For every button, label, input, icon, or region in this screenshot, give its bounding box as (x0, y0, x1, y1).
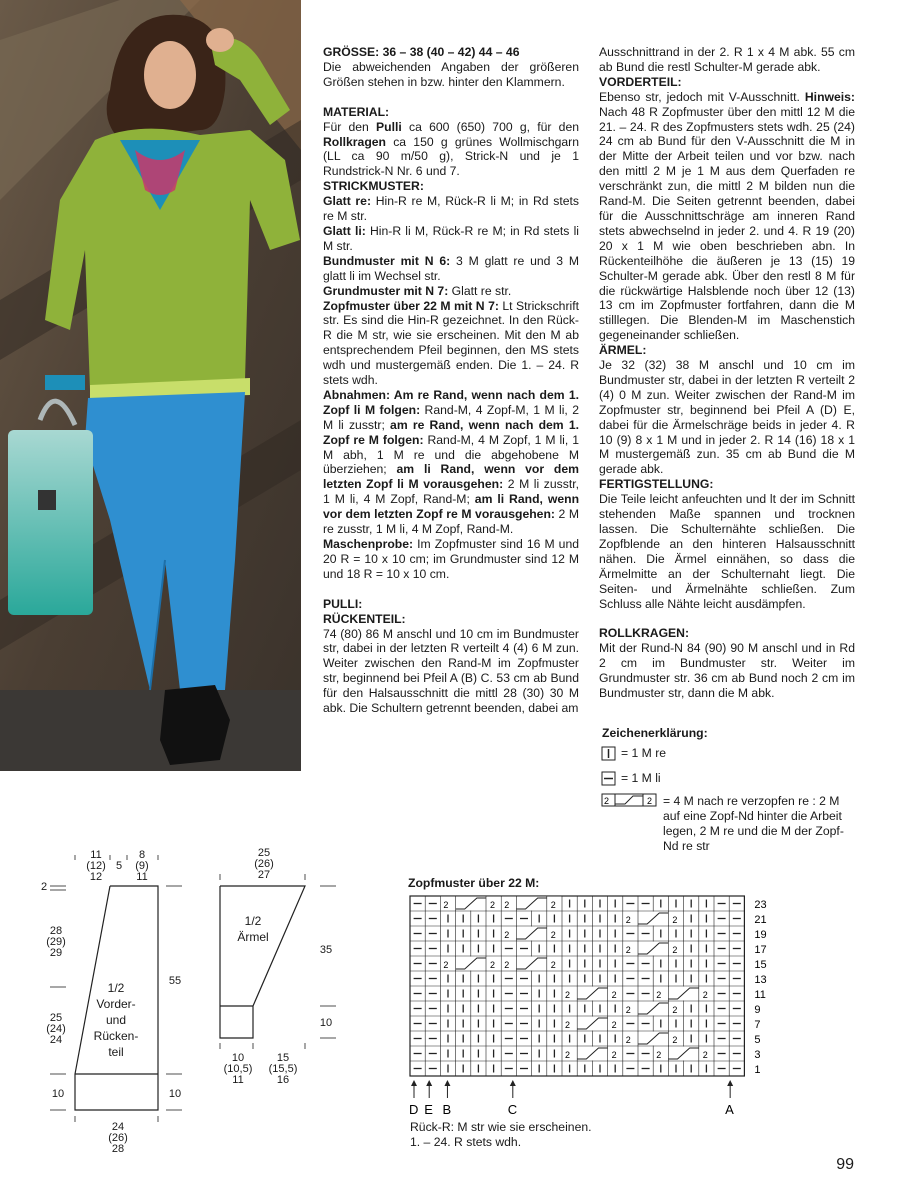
row-number: 13 (754, 974, 767, 986)
row-number: 9 (754, 1004, 761, 1016)
sleeve-bottom-b: 15 (15,5) 16 (268, 1052, 298, 1086)
cable-num: 2 (490, 960, 496, 970)
front-text: Ebenso str, jedoch mit V-Ausschnitt. Hinweis: Nach 48 R Zopfmuster über den mittl 12 M die 21. – 24. R des Zopfmusters stets wdh. 25 (24) 24 cm ab Bund für den V-Ausschnitt die M in der Mitte der Arbeit teilen und vor bzw. nach den mittl 2 M je 1 M aus dem Querfaden re verschränkt zun, die mittl 2 M bilden nun die Rand-M. Die Seiten getrennt beenden, dabei für die Ausschnittschräge am inneren Rand stets abwechselnd in jeder 2. und 4. R 19 (20) 20 x 1 M wie oben beschrieben abn. In Rückenteilhöhe die äußeren je 13 (15) 19 Schulter-M gerade abk. Über den restl 8 M für die rückwärtige Halsblende noch über 12 (13) 13 cm im Zopfmuster fortfahren, dann die M stilllegen. Die Blenden-M im Maschenstich gegeneinander schließen. (599, 89, 855, 343)
body-left-2: 28 (29) 29 (46, 925, 66, 959)
row-number: 1 (754, 1064, 761, 1076)
decrease-text: Abnahmen: Am re Rand, wenn nach dem 1. Zopf li M folgen: Rand-M, 4 Zopf-M, 1 M li, 2 M li zusstr; am re Rand, wenn nach dem 1. Zopf re M folgen: Rand-M, 4 M Zopf, 1 M li, 1 M abh, 1 M re und die abgehobene M überziehen; am li Rand, wenn vor dem letzten Zopf li M vorausgehen: 2 M li zusstr, 1 M li, 4 M Zopf, Rand-M; am li Rand, wenn vor dem letzten Zopf re M vorausgehen: 2 M re zusstr, 1 M li, 4 M Zopf, Rand-M. (323, 387, 580, 537)
pulli-heading: PULLI: (323, 596, 363, 611)
chart-note: Rück-R: M str wie sie erscheinen. 1. – 24. R stets wdh. (410, 1120, 592, 1149)
grund-text: Grundmuster mit N 7: Glatt re str. (323, 283, 512, 298)
cable-num: 2 (672, 1005, 678, 1015)
cable-num: 2 (656, 990, 662, 1000)
size-text: Die abweichenden Angaben der größeren Größen stehen in bzw. hinter den Klammern. (323, 59, 579, 89)
arrow-label: A (725, 1102, 734, 1117)
legend-glyph-2a: 2 (604, 796, 610, 806)
glatt-li-text: Glatt li: Hin-R li M, Rück-R re M; in Rd stets li M str. (323, 223, 579, 253)
arrow-label: E (424, 1102, 433, 1117)
body-right-2: 10 (168, 1088, 182, 1100)
back-text: 74 (80) 86 M anschl und 10 cm im Bundmuster str, dabei in der letzten R verteilt 4 (4) 6 M zun. Weiter zwischen den Rand-M im Zopfmuster str, beginnend bei Pfeil A (B) C. 53 cm ab Bund für den Halsausschnitt die mittl 28 (30) 30 M abk. Die Schultern getrennt beenden, dabei am (323, 626, 579, 716)
knit-pattern-heading: STRICKMUSTER: (323, 179, 424, 194)
cable-chart (400, 890, 780, 1120)
page-number: 99 (836, 1156, 854, 1173)
row-number: 23 (754, 899, 767, 911)
body-top-c: 8 (9) 11 (135, 849, 149, 883)
cable-num: 2 (625, 1005, 631, 1015)
collar-text: Mit der Rund-N 84 (90) 90 M anschl und in Rd 2 cm im Bundmuster str. Weiter im Grundmuster str. 36 cm ab Bund noch 2 cm im Bundmuster str, dann die M abk. (599, 641, 855, 701)
cable-num: 2 (550, 960, 556, 970)
front-heading: VORDERTEIL: (599, 74, 682, 89)
back-heading: RÜCKENTEIL: (323, 611, 406, 626)
arrow-label: B (442, 1102, 452, 1117)
cable-num: 2 (611, 990, 617, 1000)
body-top-b: 5 (115, 860, 123, 872)
legend-item-purl: = 1 M li (621, 771, 661, 785)
sleeve-right-1: 35 (319, 944, 333, 956)
cable-num: 2 (565, 1020, 571, 1030)
glatt-re-text: Glatt re: Hin-R re M, Rück-R li M; in Rd stets re M str. (323, 194, 579, 224)
row-number: 17 (754, 944, 767, 956)
cable-num: 2 (702, 990, 708, 1000)
gauge-text: Maschenprobe: Im Zopfmuster sind 16 M und 20 R = 10 x 10 cm; im Grundmuster sind 12 M und 18 R = 10 x 10 cm. (323, 537, 579, 581)
cable-num: 2 (565, 1050, 571, 1060)
row-number: 3 (754, 1049, 761, 1061)
cable-num: 2 (443, 900, 449, 910)
cable-num: 2 (611, 1050, 617, 1060)
arrow-head (727, 1080, 733, 1086)
finishing-heading: FERTIGSTELLUNG: (599, 477, 714, 492)
finishing-text: Die Teile leicht anfeuchten und lt der im Schnitt stehenden Maße spannen und trocknen lassen. Die Schulternähte schließen. Die Zopfblende an den hinteren Halsausschnitt nähen. Die Ärmel einnähen, so dass die Ärmelmitte an der Schulternaht liegt. Die Seiten- und Ärmelnähte schließen. Zum Schluss alle Nähte leicht ausdämpfen. (599, 492, 855, 611)
cable-num: 2 (550, 900, 556, 910)
cable-num: 2 (490, 900, 496, 910)
row-number: 11 (754, 989, 766, 1001)
legend-item-cable: = 4 M nach re verzopfen re : 2 M auf eine Zopf-Nd hinter die Arbeit legen, 2 M re und die M der Zopf- Nd re str (663, 794, 844, 853)
body-left-4: 10 (51, 1088, 65, 1100)
cable-num: 2 (443, 960, 449, 970)
material-text: Für den Pulli ca 600 (650) 700 g, für den Rollkragen ca 150 g grünes Wollmischgarn (LL ca 90 m/50 g), Strick-N und je 1 Rundstrick-N Nr. 6 und 7. (323, 119, 579, 179)
legend-title: Zeichenerklärung: (602, 726, 708, 740)
cable-num: 2 (625, 945, 631, 955)
sleeve-label: 1/2 Ärmel (237, 914, 269, 944)
sleeve-top: 25 (26) 27 (254, 847, 274, 881)
arrow-head (510, 1080, 516, 1086)
arrow-head (411, 1080, 417, 1086)
instructions-column-1 (323, 45, 579, 716)
model-photo (0, 0, 301, 771)
instructions-column-2 (599, 45, 855, 701)
chart-title: Zopfmuster über 22 M: (408, 876, 540, 890)
body-left-3: 25 (24) 24 (46, 1012, 66, 1046)
sleeve-heading: ÄRMEL: (599, 343, 647, 358)
cable-num: 2 (625, 1035, 631, 1045)
cable-num: 2 (611, 1020, 617, 1030)
bund-text: Bundmuster mit N 6: 3 M glatt re und 3 M glatt li im Wechsel str. (323, 253, 579, 283)
cable-num: 2 (504, 930, 510, 940)
cable-num: 2 (625, 915, 631, 925)
cable-num: 2 (672, 915, 678, 925)
body-left-1: 2 (40, 881, 48, 893)
body-top-a: 11 (12) 12 (86, 849, 106, 883)
cable-num: 2 (504, 960, 510, 970)
body-bottom: 24 (26) 28 (108, 1121, 128, 1155)
back-cont-text: Ausschnittrand in der 2. R 1 x 4 M abk. 55 cm ab Bund die restl Schulter-M gerade abk. (599, 45, 855, 74)
body-label: 1/2 Vorder- und Rücken- teil (93, 981, 139, 1059)
collar-heading: ROLLKRAGEN: (599, 626, 690, 641)
row-number: 5 (754, 1034, 761, 1046)
cable-num: 2 (504, 900, 510, 910)
cable-num: 2 (565, 990, 571, 1000)
body-right-1: 55 (168, 975, 182, 987)
row-number: 21 (754, 914, 767, 926)
cable-num: 2 (656, 1050, 662, 1060)
row-number: 19 (754, 929, 767, 941)
cable-num: 2 (702, 1050, 708, 1060)
arrow-head (444, 1080, 450, 1086)
cable-num: 2 (672, 945, 678, 955)
material-heading: MATERIAL: (323, 104, 390, 119)
sleeve-bottom-a: 10 (10,5) 11 (223, 1052, 253, 1086)
zopf-text: Zopfmuster über 22 M mit N 7: Lt Strickschrift str. Es sind die Hin-R gezeichnet. In den Rück-R die M str, wie sie erscheinen. Mit den M ab entsprechendem Pfeil beginnen, den MS stets wdh und mustergemäß enden. Die 1. – 24. R stets wdh. (323, 298, 579, 388)
row-number: 15 (754, 959, 767, 971)
sleeve-right-2: 10 (319, 1017, 333, 1029)
arrow-label: C (507, 1102, 518, 1117)
sleeve-text: Je 32 (32) 38 M anschl und 10 cm im Bundmuster str, dabei in der letzten R verteilt 2 (4) 0 M zun. Weiter zwischen der Rand-M im Zopfmuster str, beginnend bei Pfeil A (D) E, dabei für die Ärmelschräge beids in jeder 4. R 10 (9) 8 x 1 M und in jeder 2. R 14 (16) 18 x 1 M mustergemäß zun. 35 cm ab Bund die M gerade abk. (599, 358, 855, 477)
arrow-head (426, 1080, 432, 1086)
cable-num: 2 (672, 1035, 678, 1045)
legend-glyph-2b: 2 (647, 796, 653, 806)
size-heading: GRÖSSE: 36 – 38 (40 – 42) 44 – 46 (323, 45, 520, 59)
legend-item-knit: = 1 M re (621, 746, 667, 760)
arrow-label: D (409, 1102, 419, 1117)
cable-num: 2 (550, 930, 556, 940)
row-number: 7 (754, 1019, 761, 1031)
